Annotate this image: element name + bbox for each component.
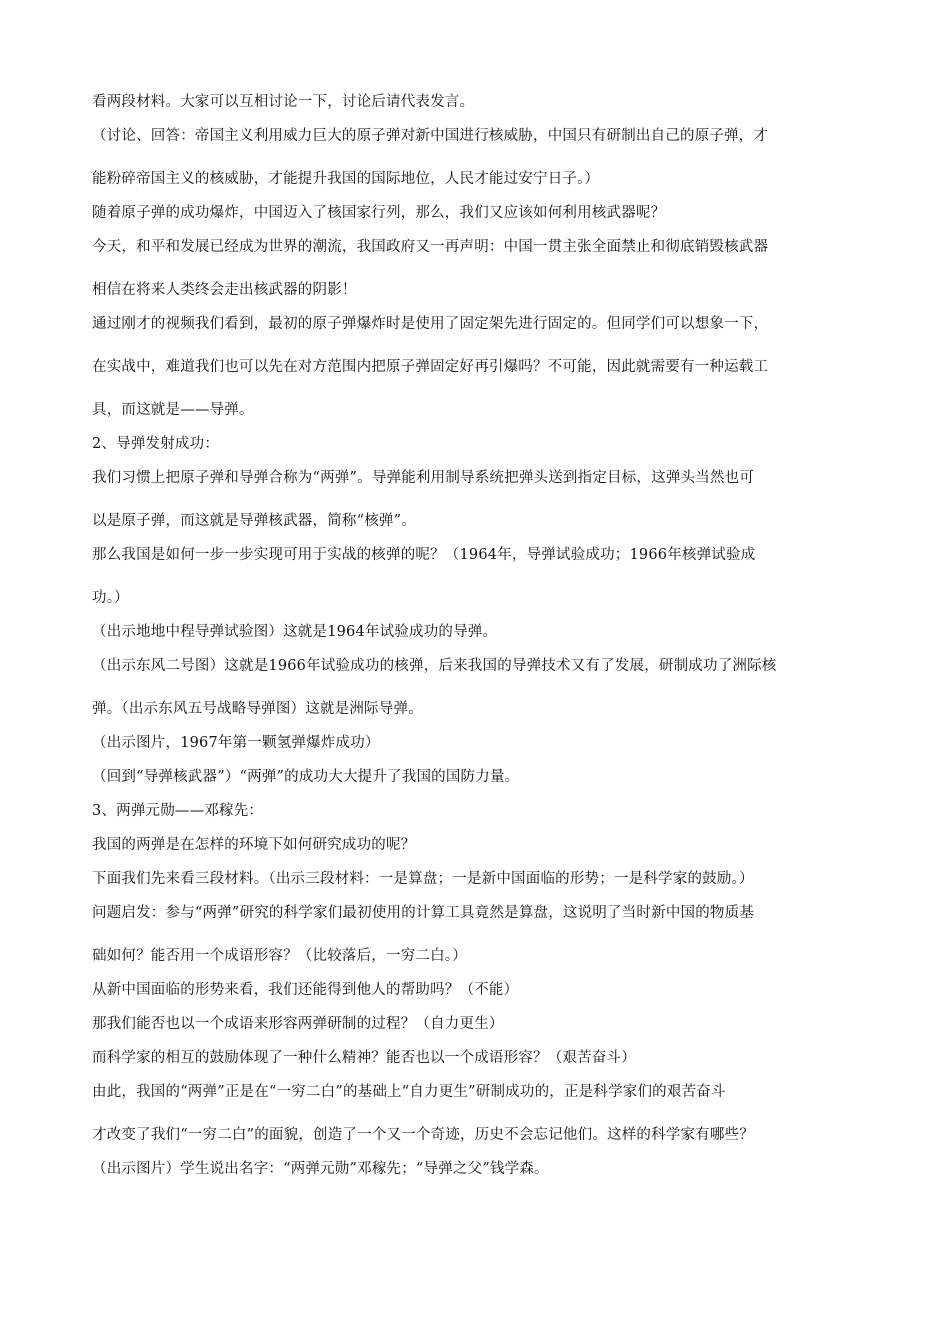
- text-line: 具，而这就是——导弹。: [92, 402, 254, 418]
- text-line: 那么我国是如何一步一步实现可用于实战的核弹的呢？（1964年，导弹试验成功；1966年核弹试验成: [92, 547, 756, 563]
- text-line: （出示东风二号图）这就是1966年试验成功的核弹，后来我国的导弹技术又有了发展，研制成功了洲际核: [92, 658, 777, 674]
- text-line: 随着原子弹的成功爆炸，中国迈入了核国家行列，那么，我们又应该如何利用核武器呢？: [92, 205, 666, 221]
- text-line: 以是原子弹，而这就是导弹核武器，简称“核弹”。: [92, 513, 416, 529]
- text-line: （回到“导弹核武器”）“两弹”的成功大大提升了我国的国防力量。: [92, 769, 520, 785]
- text-line: 弹。（出示东风五号战略导弹图）这就是洲际导弹。: [92, 701, 423, 717]
- section-heading: 2、导弹发射成功：: [92, 436, 220, 452]
- text-line: 下面我们先来看三段材料。（出示三段材料：一是算盘；一是新中国面临的形势；一是科学家的鼓励。）: [92, 871, 754, 887]
- document-page: [92, 92, 872, 1179]
- section-heading: 3、两弹元勋——邓稼先：: [92, 803, 264, 819]
- text-line: 而科学家的相互的鼓励体现了一种什么精神？能否也以一个成语形容？（艰苦奋斗）: [92, 1050, 636, 1066]
- text-line: 能粉碎帝国主义的核威胁，才能提升我国的国际地位，人民才能过安宁日子。）: [92, 171, 600, 187]
- text-line: 今天，和平和发展已经成为世界的潮流，我国政府又一再声明：中国一贯主张全面禁止和彻底销毁核武器: [92, 239, 769, 255]
- text-line: 相信在将来人类终会走出核武器的阴影！: [92, 282, 357, 298]
- text-line: 我国的两弹是在怎样的环境下如何研究成功的呢？: [92, 837, 416, 853]
- text-line: （出示地地中程导弹试验图）这就是1964年试验成功的导弹。: [92, 624, 498, 640]
- text-line: 础如何？能否用一个成语形容？（比较落后，一穷二白。）: [92, 948, 467, 964]
- text-line: （出示图片）学生说出名字：“两弹元勋”邓稼先；“导弹之父”钱学森。: [92, 1161, 549, 1177]
- text-line: 功。）: [92, 590, 129, 606]
- text-line: 那我们能否也以一个成语来形容两弹研制的过程？（自力更生）: [92, 1016, 504, 1032]
- text-line: （讨论、回答：帝国主义利用威力巨大的原子弹对新中国进行核威胁，中国只有研制出自己的原子弹，才: [92, 128, 769, 144]
- text-line: 看两段材料。大家可以互相讨论一下，讨论后请代表发言。: [92, 94, 475, 110]
- text-line: 通过刚才的视频我们看到，最初的原子弹爆炸时是使用了固定架先进行固定的。但同学们可以想象一下，: [92, 316, 769, 332]
- text-line: 由此，我国的“两弹”正是在“一穷二白”的基础上“自力更生”研制成功的，正是科学家们的艰苦奋斗: [92, 1084, 726, 1100]
- text-line: 问题启发：参与“两弹”研究的科学家们最初使用的计算工具竟然是算盘，这说明了当时新中国的物质基: [92, 905, 755, 921]
- text-line: 在实战中，难道我们也可以先在对方范围内把原子弹固定好再引爆吗？不可能，因此就需要有一种运载工: [92, 359, 769, 375]
- text-line: 我们习惯上把原子弹和导弹合称为“两弹”。导弹能利用制导系统把弹头送到指定目标，这弹头当然也可: [92, 470, 755, 486]
- text-line: 才改变了我们“一穷二白”的面貌，创造了一个又一个奇迹，历史不会忘记他们。这样的科学家有哪些？: [92, 1127, 755, 1143]
- text-line: （出示图片，1967年第一颗氢弹爆炸成功）: [92, 735, 380, 751]
- text-line: 从新中国面临的形势来看，我们还能得到他人的帮助吗？（不能）: [92, 982, 519, 998]
